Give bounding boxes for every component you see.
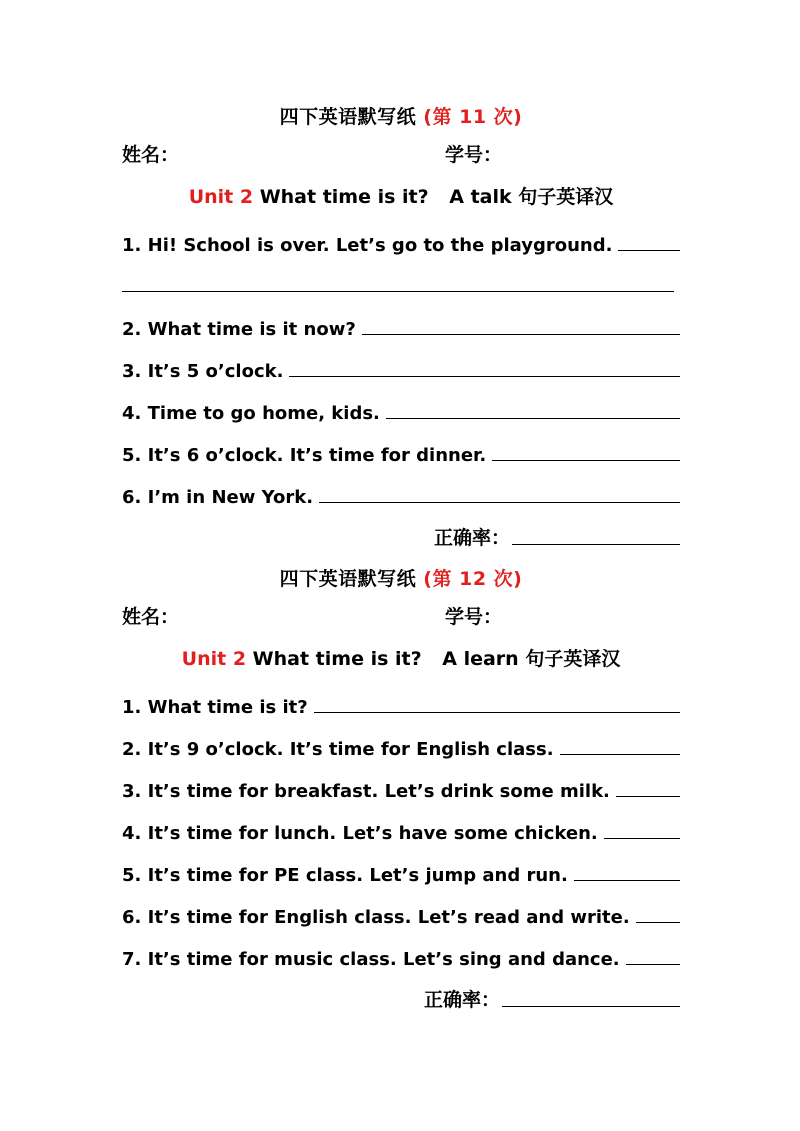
answer-blank[interactable] xyxy=(604,838,680,839)
answer-blank[interactable] xyxy=(319,502,680,503)
sentence-item xyxy=(122,848,680,890)
answer-blank[interactable] xyxy=(574,880,680,881)
unit-label: Unit 2 xyxy=(181,648,247,670)
sentence-text: 2. What time is it now? xyxy=(122,319,356,340)
sentence-text: 3. It’s 5 o’clock. xyxy=(122,361,284,382)
answer-line-continuation xyxy=(122,260,680,302)
answer-blank[interactable] xyxy=(616,796,680,797)
student-id-label: 学号： xyxy=(445,606,503,628)
unit-heading xyxy=(122,176,680,218)
lesson-label: A talk xyxy=(449,186,512,208)
unit-label: Unit 2 xyxy=(188,186,254,208)
sentence-text: 2. It’s 9 o’clock. It’s time for English class. xyxy=(122,739,554,760)
sentence-item xyxy=(122,764,680,806)
sheet-title-text: 四下英语默写纸 xyxy=(279,568,417,590)
student-id-label: 学号： xyxy=(445,144,503,166)
accuracy-row xyxy=(122,974,680,1016)
answer-blank[interactable] xyxy=(122,291,674,292)
dictation-sheet-11 xyxy=(122,100,680,554)
accuracy-blank[interactable] xyxy=(502,1006,680,1007)
sentence-item xyxy=(122,890,680,932)
sentence-item xyxy=(122,806,680,848)
sentence-item xyxy=(122,722,680,764)
sentence-text: 4. It’s time for lunch. Let’s have some chicken. xyxy=(122,823,598,844)
sentence-text: 6. I’m in New York. xyxy=(122,487,314,508)
sentence-item xyxy=(122,470,680,512)
lesson-label: A learn xyxy=(442,648,519,670)
sentence-text: 4. Time to go home, kids. xyxy=(122,403,380,424)
unit-title: What time is it? xyxy=(252,648,422,670)
sentence-item xyxy=(122,428,680,470)
sentence-item xyxy=(122,218,680,260)
sentence-item xyxy=(122,680,680,722)
sentence-text: 1. Hi! School is over. Let’s go to the playground. xyxy=(122,235,613,256)
sheet-number: (第 12 次) xyxy=(423,568,523,590)
answer-blank[interactable] xyxy=(386,418,680,419)
answer-blank[interactable] xyxy=(362,334,680,335)
answer-blank[interactable] xyxy=(618,250,680,251)
answer-blank[interactable] xyxy=(314,712,680,713)
sentence-text: 7. It’s time for music class. Let’s sing and dance. xyxy=(122,949,620,970)
dictation-sheet-12 xyxy=(122,562,680,1016)
name-label: 姓名： xyxy=(122,606,180,628)
sentence-text: 6. It’s time for English class. Let’s read and write. xyxy=(122,907,630,928)
accuracy-label: 正确率： xyxy=(423,989,500,1011)
sentence-item xyxy=(122,302,680,344)
accuracy-label: 正确率： xyxy=(433,527,510,549)
sentence-item xyxy=(122,386,680,428)
sentence-text: 3. It’s time for breakfast. Let’s drink some milk. xyxy=(122,781,610,802)
accuracy-blank[interactable] xyxy=(512,544,680,545)
task-label: 句子英译汉 xyxy=(525,648,621,670)
answer-blank[interactable] xyxy=(492,460,680,461)
answer-blank[interactable] xyxy=(560,754,680,755)
sentence-text: 1. What time is it? xyxy=(122,697,308,718)
sheet-title xyxy=(122,100,680,134)
unit-heading xyxy=(122,638,680,680)
answer-blank[interactable] xyxy=(289,376,680,377)
task-label: 句子英译汉 xyxy=(518,186,614,208)
sentence-text: 5. It’s time for PE class. Let’s jump and run. xyxy=(122,865,568,886)
sentence-item xyxy=(122,932,680,974)
name-label: 姓名： xyxy=(122,144,180,166)
student-info-row xyxy=(122,596,680,638)
sheet-title-text: 四下英语默写纸 xyxy=(279,106,417,128)
answer-blank[interactable] xyxy=(636,922,680,923)
sheet-number: (第 11 次) xyxy=(423,106,523,128)
unit-title: What time is it? xyxy=(259,186,429,208)
accuracy-row xyxy=(122,512,680,554)
sheet-title xyxy=(122,562,680,596)
sentence-text: 5. It’s 6 o’clock. It’s time for dinner. xyxy=(122,445,487,466)
answer-blank[interactable] xyxy=(626,964,680,965)
sentence-item xyxy=(122,344,680,386)
student-info-row xyxy=(122,134,680,176)
